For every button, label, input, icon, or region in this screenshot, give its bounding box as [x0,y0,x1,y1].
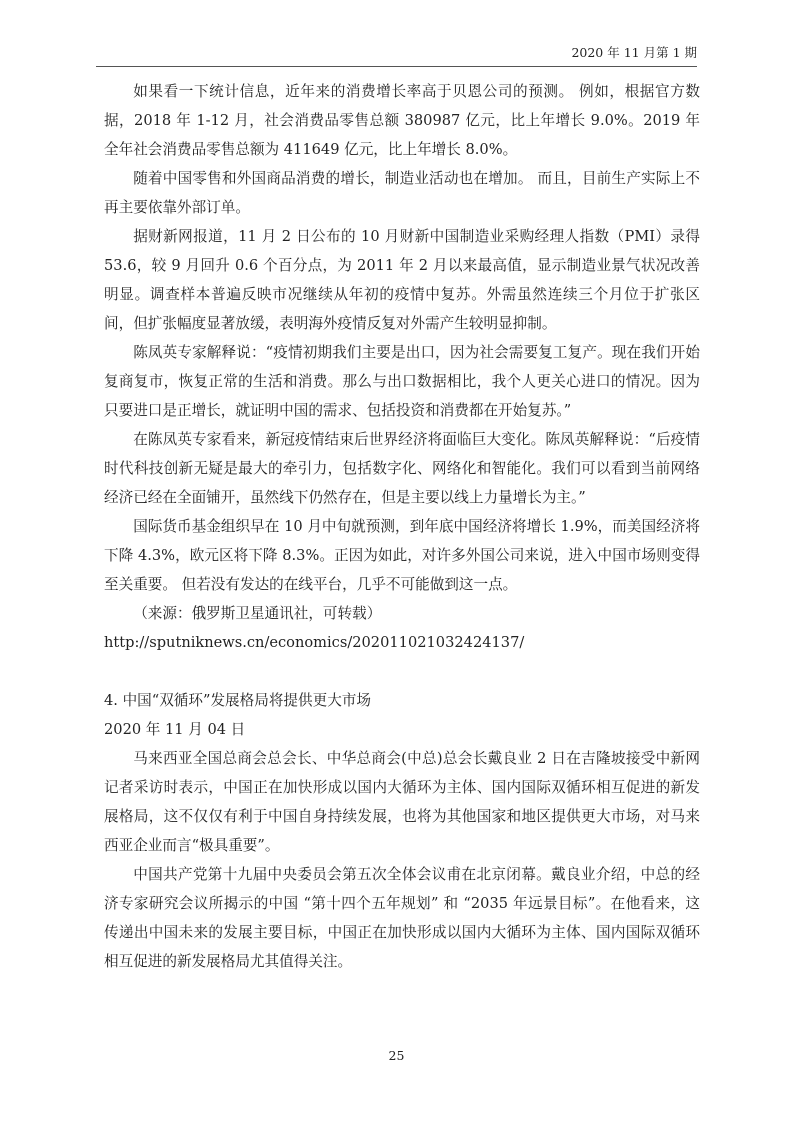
header-rule [96,66,697,67]
paragraph: 国际货币基金组织早在 10 月中旬就预测，到年底中国经济将增长 1.9%，而美国经济将下降 4.3%，欧元区将下降 8.3%。正因为如此，对许多外国公司来说，进入中国市场则变得至关重要。 但若没有发达的在线平台，几乎不可能做到这一点。 [104,518,700,593]
source-url[interactable]: http://sputniknews.cn/economics/202011021032424137/ [104,634,525,651]
source-note: （来源：俄罗斯卫星通讯社，可转载） [133,605,382,622]
page-content [104,77,700,976]
paragraph: 中国共产党第十九届中央委员会第五次全体会议甫在北京闭幕。戴良业介绍，中总的经济专家研究会议所揭示的中国 “第十四个五年规划” 和 “2035 年远景目标”。在他看来，这传递出中国未来的发展主要目标，中国正在加快形成以国内大循环为主体、国内国际双循环相互促进的新发展格局尤其值得关注。 [104,866,700,970]
paragraph: 在陈凤英专家看来，新冠疫情结束后世界经济将面临巨大变化。陈凤英解释说：“后疫情时代科技创新无疑是最大的牵引力，包括数字化、网络化和智能化。我们可以看到当前网络经济已经在全面铺开，虽然线下仍然存在，但是主要以线上力量增长为主。” [104,431,700,506]
paragraph: 马来西亚全国总商会总会长、中华总商会(中总)总会长戴良业 2 日在吉隆坡接受中新网记者采访时表示，中国正在加快形成以国内大循环为主体、国内国际双循环相互促进的新发展格局，这不仅仅有利于中国自身持续发展，也将为其他国家和地区提供更大市场，对马来西亚企业而言“极具重要”。 [104,750,700,854]
paragraph: 如果看一下统计信息，近年来的消费增长率高于贝恩公司的预测。 例如，根据官方数据，2018 年 1-12 月，社会消费品零售总额 380987 亿元，比上年增长 9.0%。2019 年全年社会消费品零售总额为 411649 亿元，比上年增长 8.0%。 [104,83,700,158]
paragraph: 随着中国零售和外国商品消费的增长，制造业活动也在增加。 而且，目前生产实际上不再主要依靠外部订单。 [104,170,700,216]
paragraph: 陈凤英专家解释说：“疫情初期我们主要是出口，因为社会需要复工复产。现在我们开始复商复市，恢复正常的生活和消费。那么与出口数据相比，我个人更关心进口的情况。因为只要进口是正增长，就证明中国的需求、包括投资和消费都在开始复苏。” [104,344,700,419]
issue-header: 2020 年 11 月第 1 期 [571,45,697,60]
paragraph: 据财新网报道，11 月 2 日公布的 10 月财新中国制造业采购经理人指数（PMI）录得 53.6，较 9 月回升 0.6 个百分点，为 2011 年 2 月以来最高值，显示制造业景气状况改善明显。调查样本普遍反映市况继续从年初的疫情中复苏。外需虽然连续三个月位于扩张区间，但扩张幅度显著放缓，表明海外疫情反复对外需产生较明显抑制。 [104,228,700,332]
page-number: 25 [388,1048,405,1063]
article-date: 2020 年 11 月 04 日 [104,721,246,738]
article-title: 4. 中国“双循环”发展格局将提供更大市场 [104,692,371,709]
spacer [104,657,700,686]
